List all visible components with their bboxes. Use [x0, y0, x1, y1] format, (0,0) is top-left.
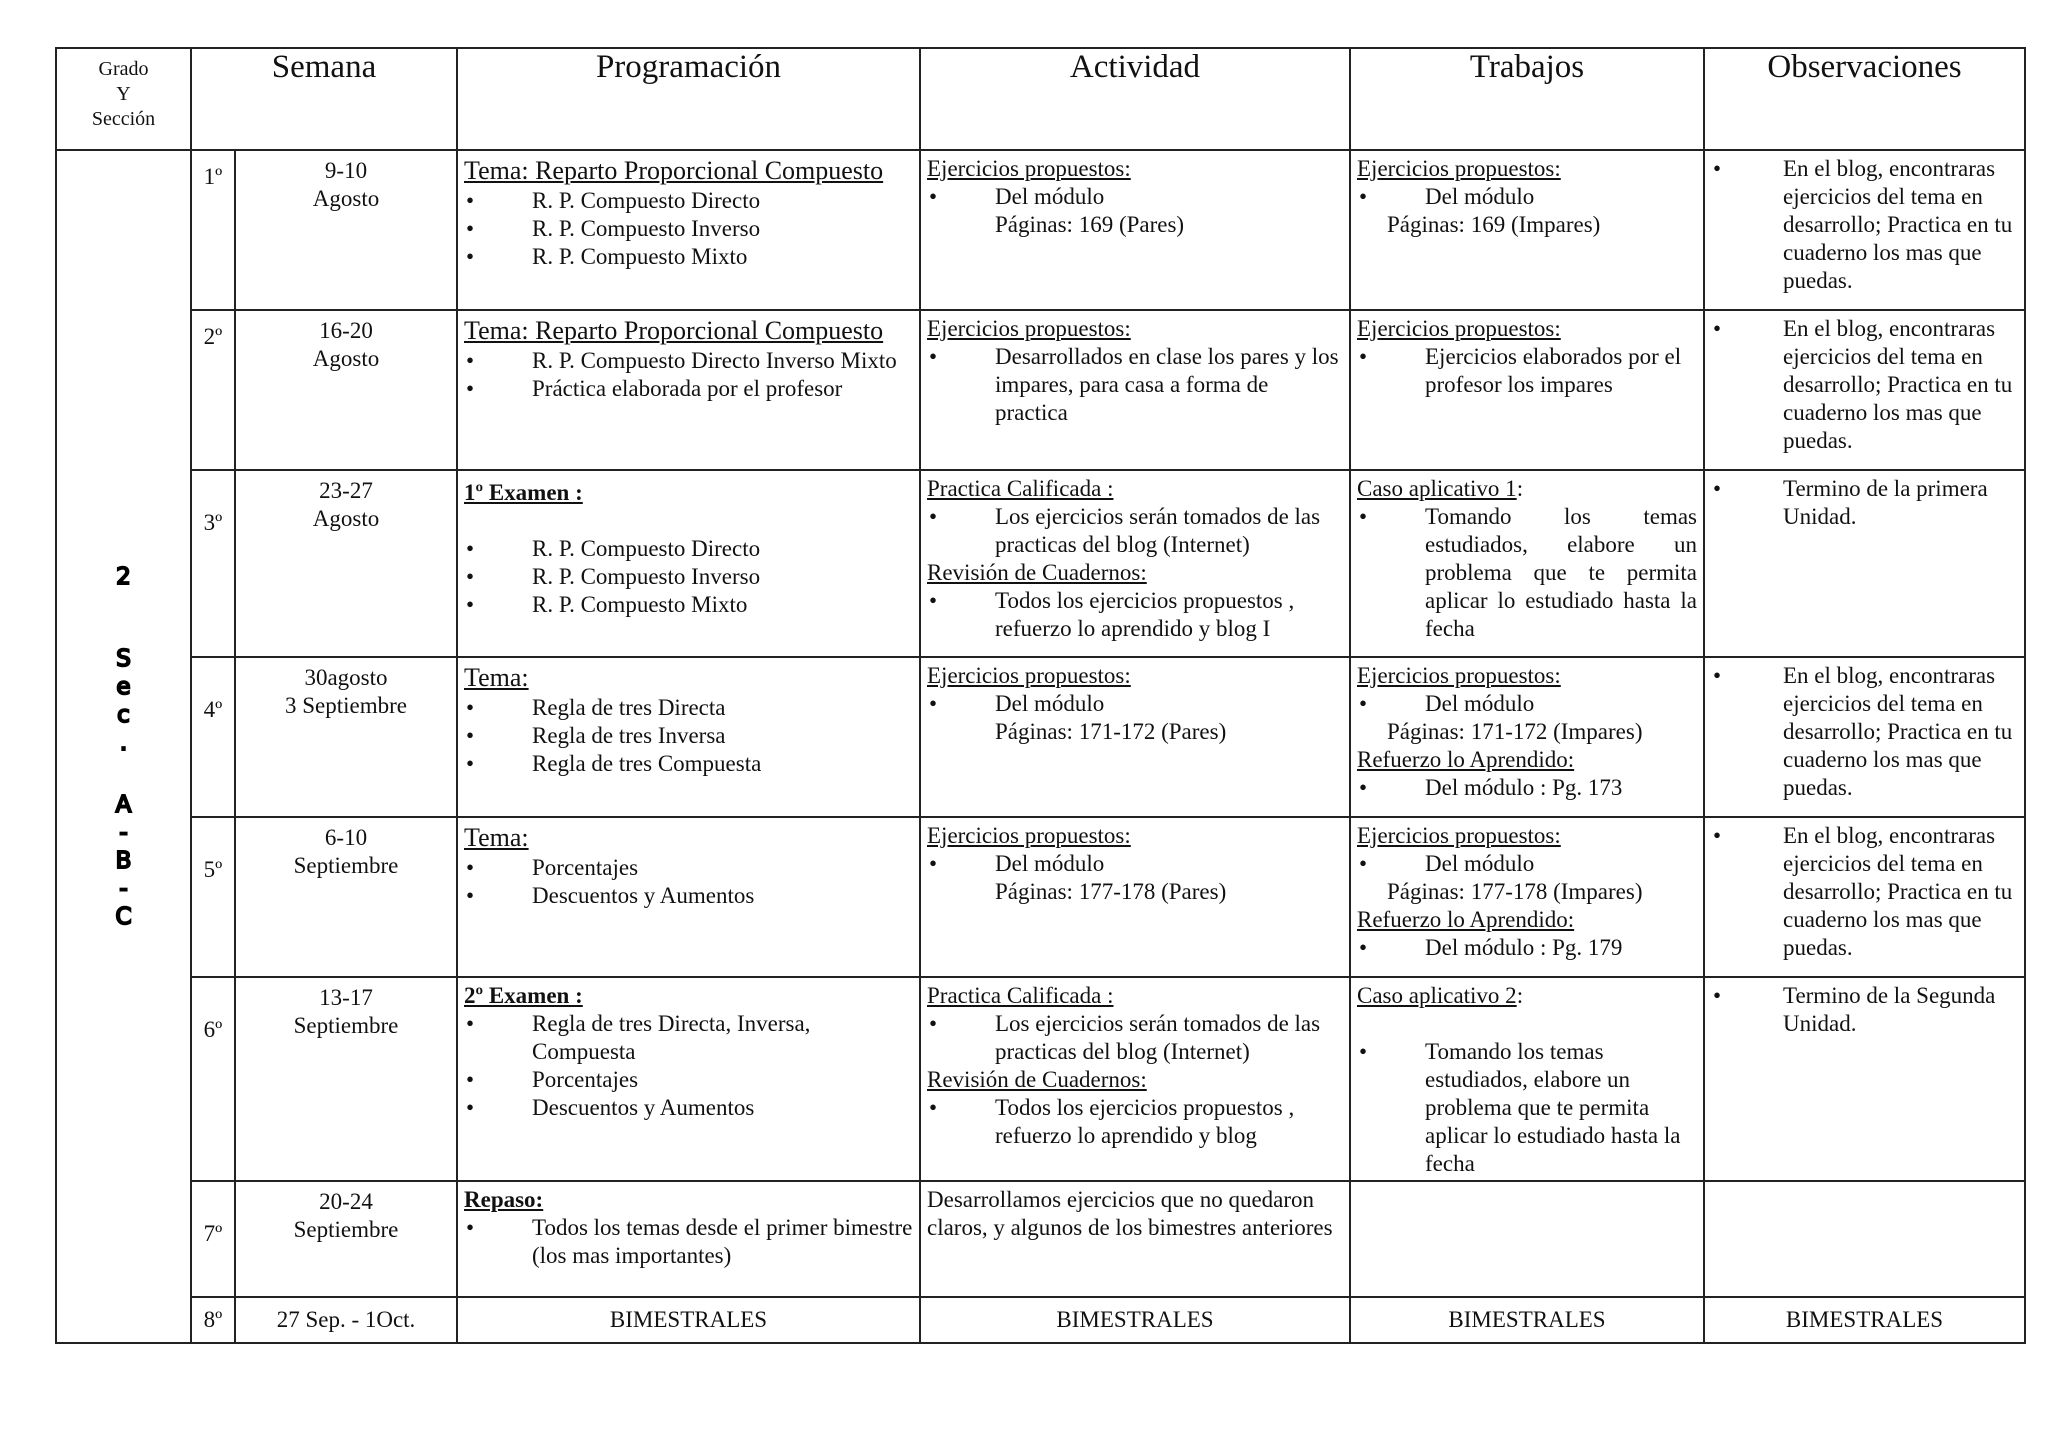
week-number: 5º — [191, 817, 235, 977]
trabajos-cell: Ejercicios propuestos: • Ejercicios elaborados por el profesor los impares — [1350, 310, 1704, 470]
week-dates: 16-20 Agosto — [235, 310, 457, 470]
week-number: 7º — [191, 1181, 235, 1297]
programacion-cell: Tema: • Porcentajes • Descuentos y Aumentos — [457, 817, 920, 977]
header-row — [56, 48, 2025, 150]
table-row — [56, 310, 2025, 470]
week-number: 3º — [191, 470, 235, 657]
week-number: 1º — [191, 150, 235, 310]
header-grado: Grado Y Sección — [56, 48, 191, 150]
week-number: 6º — [191, 977, 235, 1181]
trabajos-cell — [1350, 1181, 1704, 1297]
observaciones-cell: • En el blog, encontraras ejercicios del tema en desarrollo; Practica en tu cuaderno los mas que puedas. — [1704, 150, 2025, 310]
bimestrales-programacion: BIMESTRALES — [457, 1297, 920, 1343]
observaciones-cell: • En el blog, encontraras ejercicios del tema en desarrollo; Practica en tu cuaderno los mas que puedas. — [1704, 657, 2025, 817]
programacion-cell: Tema: Reparto Proporcional Compuesto • R. P. Compuesto Directo Inverso Mixto • Práctica elaborada por el profesor — [457, 310, 920, 470]
table-row — [56, 1181, 2025, 1297]
header-observaciones: Observaciones — [1704, 48, 2025, 150]
trabajos-cell: Ejercicios propuestos: • Del módulo Páginas: 169 (Impares) — [1350, 150, 1704, 310]
actividad-cell: Ejercicios propuestos: • Del módulo Páginas: 169 (Pares) — [920, 150, 1350, 310]
actividad-cell: Desarrollamos ejercicios que no quedaron claros, y algunos de los bimestres anteriores — [920, 1181, 1350, 1297]
week-number: 8º — [191, 1297, 235, 1343]
table-row — [56, 817, 2025, 977]
programacion-cell: 1º Examen : • R. P. Compuesto Directo • R. P. Compuesto Inverso • R. P. Compuesto Mixto — [457, 470, 920, 657]
table-row — [56, 1297, 2025, 1343]
bimestrales-actividad: BIMESTRALES — [920, 1297, 1350, 1343]
table-row — [56, 150, 2025, 310]
week-dates: 6-10 Septiembre — [235, 817, 457, 977]
week-dates: 23-27 Agosto — [235, 470, 457, 657]
observaciones-cell: • En el blog, encontraras ejercicios del tema en desarrollo; Practica en tu cuaderno los mas que puedas. — [1704, 310, 2025, 470]
actividad-cell: Ejercicios propuestos: • Del módulo Páginas: 177-178 (Pares) — [920, 817, 1350, 977]
header-trabajos: Trabajos — [1350, 48, 1704, 150]
table-row — [56, 657, 2025, 817]
bimestrales-trabajos: BIMESTRALES — [1350, 1297, 1704, 1343]
trabajos-cell: Caso aplicativo 2: • Tomando los temas estudiados, elabore un problema que te permita aplicar lo estudiado hasta la fecha — [1350, 977, 1704, 1181]
week-dates: 20-24 Septiembre — [235, 1181, 457, 1297]
header-programacion: Programación — [457, 48, 920, 150]
week-number: 4º — [191, 657, 235, 817]
planning-table — [55, 47, 2026, 1344]
observaciones-cell — [1704, 1181, 2025, 1297]
actividad-cell: Practica Calificada : • Los ejercicios serán tomados de las practicas del blog (Internet) Revisión de Cuadernos: • Todos los ejercicios propuestos , refuerzo lo aprendido y blog I — [920, 470, 1350, 657]
programacion-cell: 2º Examen : • Regla de tres Directa, Inversa, Compuesta • Porcentajes • Descuentos y Aumentos — [457, 977, 920, 1181]
actividad-cell: Ejercicios propuestos: • Del módulo Páginas: 171-172 (Pares) — [920, 657, 1350, 817]
actividad-cell: Practica Calificada : • Los ejercicios serán tomados de las practicas del blog (Internet) Revisión de Cuadernos: • Todos los ejercicios propuestos , refuerzo lo aprendido y blog — [920, 977, 1350, 1181]
table-row — [56, 470, 2025, 657]
trabajos-cell: Ejercicios propuestos: • Del módulo Páginas: 171-172 (Impares) Refuerzo lo Aprendido: • Del módulo : Pg. 173 — [1350, 657, 1704, 817]
programacion-cell: Tema: • Regla de tres Directa • Regla de tres Inversa • Regla de tres Compuesta — [457, 657, 920, 817]
section-label: 2 S e c . A - B - C — [56, 150, 191, 1343]
week-dates: 27 Sep. - 1Oct. — [235, 1297, 457, 1343]
week-dates: 30agosto 3 Septiembre — [235, 657, 457, 817]
observaciones-cell: • Termino de la primera Unidad. — [1704, 470, 2025, 657]
programacion-cell: Tema: Reparto Proporcional Compuesto • R. P. Compuesto Directo • R. P. Compuesto Inverso • R. P. Compuesto Mixto — [457, 150, 920, 310]
week-dates: 13-17 Septiembre — [235, 977, 457, 1181]
observaciones-cell: • Termino de la Segunda Unidad. — [1704, 977, 2025, 1181]
header-actividad: Actividad — [920, 48, 1350, 150]
observaciones-cell: • En el blog, encontraras ejercicios del tema en desarrollo; Practica en tu cuaderno los mas que puedas. — [1704, 817, 2025, 977]
bimestrales-observaciones: BIMESTRALES — [1704, 1297, 2025, 1343]
week-dates: 9-10 Agosto — [235, 150, 457, 310]
trabajos-cell: Caso aplicativo 1: • Tomando los temas estudiados, elabore un problema que te permita aplicar lo estudiado hasta la fecha — [1350, 470, 1704, 657]
actividad-cell: Ejercicios propuestos: • Desarrollados en clase los pares y los impares, para casa a forma de practica — [920, 310, 1350, 470]
week-number: 2º — [191, 310, 235, 470]
programacion-cell: Repaso: • Todos los temas desde el primer bimestre (los mas importantes) — [457, 1181, 920, 1297]
trabajos-cell: Ejercicios propuestos: • Del módulo Páginas: 177-178 (Impares) Refuerzo lo Aprendido: • Del módulo : Pg. 179 — [1350, 817, 1704, 977]
table-row — [56, 977, 2025, 1181]
header-semana: Semana — [191, 48, 457, 150]
